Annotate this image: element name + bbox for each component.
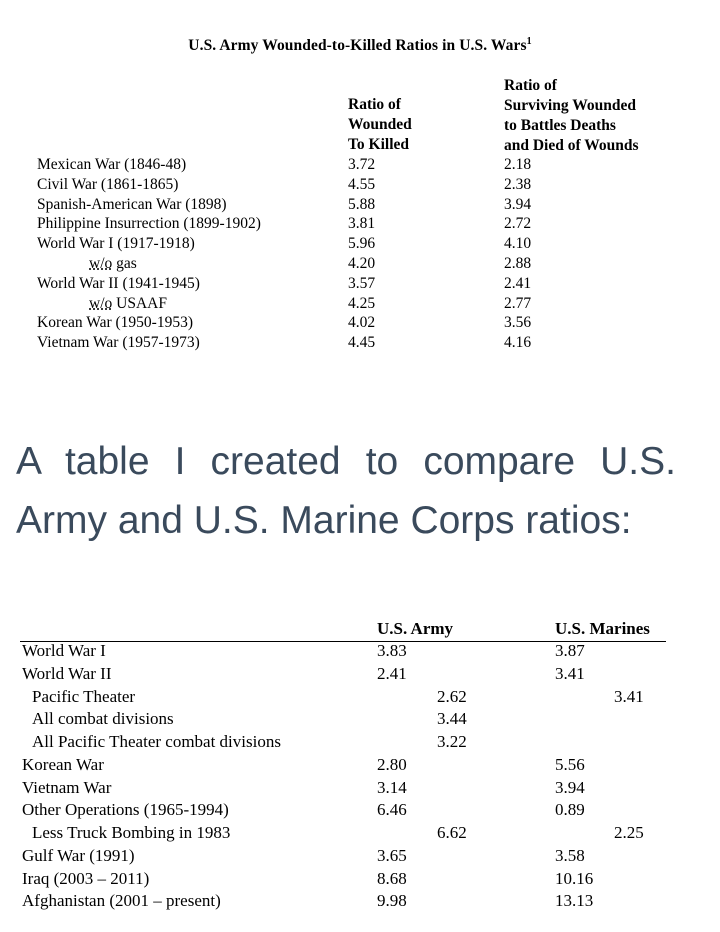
table1-ratio-surviving-wounded: 2.41 <box>504 274 532 292</box>
table1-ratio-wounded-killed: 3.72 <box>348 156 376 173</box>
table2-marines-value: 5.56 <box>555 754 585 774</box>
table1-title: U.S. Army Wounded-to-Killed Ratios in U.S. Wars$^1$ <box>188 36 532 55</box>
table1-ratio-wounded-killed: 3.81 <box>348 215 376 233</box>
table1-ratio-wounded-killed: 4.45 <box>348 334 376 352</box>
table1-ratio-surviving-wounded: 2.38 <box>504 175 532 193</box>
table2-marines-header: U.S. Marines <box>555 619 650 638</box>
table1-ratio-surviving-wounded: 4.16 <box>504 334 532 352</box>
table2-army-value: 2.41 <box>377 663 407 683</box>
table2-row-label: Afghanistan (2001 – present) <box>22 891 221 911</box>
table2-row-label: All combat divisions <box>32 709 174 729</box>
table1-row-label: Vietnam War (1957-1973) <box>37 334 200 352</box>
table1-row-label: w/o gas <box>89 255 137 272</box>
table1-row-label: Civil War (1861-1865) <box>37 175 179 193</box>
table1-ratio-surviving-wounded: 2.77 <box>504 294 532 312</box>
table2-row-label: World War II <box>22 663 112 683</box>
table1-ratio-wounded-killed: 4.20 <box>348 255 376 272</box>
table2-row-label: Korean War <box>22 754 104 774</box>
table1-ratio-surviving-wounded: 2.18 <box>504 156 532 173</box>
table2-marines-value: 3.94 <box>555 777 585 797</box>
footnote-marker: 1 <box>526 36 532 47</box>
table2-marines-value: 13.13 <box>555 891 594 911</box>
table2-row-label: World War I <box>22 641 106 660</box>
table1-ratio-wounded-killed: 5.88 <box>348 195 376 213</box>
table2-army-subvalue: 3.22 <box>437 732 467 751</box>
table2-army-value: 2.80 <box>377 754 407 774</box>
table2-row-label: Pacific Theater <box>32 686 136 706</box>
table2-marines-value: 3.87 <box>555 641 585 660</box>
table2-army-value: 3.14 <box>377 777 407 797</box>
table2-army-value: 9.98 <box>377 891 407 911</box>
table1-row-label-prefix: w/o <box>89 255 113 272</box>
table1-ratio-wounded-killed: 4.55 <box>348 175 376 193</box>
table2-army-value: 8.68 <box>377 868 407 888</box>
table2-row-label: Iraq (2003 – 2011) <box>22 868 150 888</box>
table2-army-header: U.S. Army <box>377 619 454 638</box>
table2-army-value: 6.46 <box>377 800 407 820</box>
table2-army-value: 3.65 <box>377 845 407 865</box>
table2-row-label: Gulf War (1991) <box>22 845 135 865</box>
table1-row-label: World War II (1941-1945) <box>37 274 200 292</box>
table1-row-label: Mexican War (1846-48) <box>37 156 187 173</box>
table1-ratio-surviving-wounded: 3.94 <box>504 195 532 213</box>
table2-row-label: All Pacific Theater combat divisions <box>32 732 281 751</box>
table1-ratio-wounded-killed: 4.02 <box>348 314 376 332</box>
table1-ratio-surviving-wounded: 2.72 <box>504 215 532 233</box>
table2-army-value: 3.83 <box>377 641 407 660</box>
table1-col1-header: Ratio of Wounded To Killed <box>348 96 412 153</box>
table2-army-subvalue: 3.44 <box>437 709 467 729</box>
table2-army-subvalue: 6.62 <box>437 823 467 842</box>
table1-row-label: w/o USAAF <box>89 294 167 312</box>
table2-row-label: Less Truck Bombing in 1983 <box>32 823 231 842</box>
table1-row-label: World War I (1917-1918) <box>37 235 195 253</box>
table1-row-label: Philippine Insurrection (1899-1902) <box>37 215 261 233</box>
table2-marines-subvalue: 2.25 <box>614 823 644 842</box>
table2-marines-value: 3.41 <box>555 663 585 683</box>
table2-row-label: Other Operations (1965-1994) <box>22 800 229 820</box>
table2-marines-value: 0.89 <box>555 800 585 820</box>
table1-row-label: Spanish-American War (1898) <box>37 195 227 213</box>
table1-ratio-wounded-killed: 4.25 <box>348 294 376 312</box>
table1-row-label-prefix: w/o <box>89 294 113 312</box>
table2-marines-value: 3.58 <box>555 845 585 865</box>
caption-text: A table I created to compare U.S. Army and U.S. Marine Corps ratios: <box>16 440 676 542</box>
table1-ratio-surviving-wounded: 2.88 <box>504 255 532 272</box>
table1-col2-header: Ratio of Surviving Wounded to Battles Deaths and Died of Wounds <box>504 77 639 154</box>
table1-ratio-surviving-wounded: 3.56 <box>504 314 532 332</box>
table2-army-subvalue: 2.62 <box>437 686 467 706</box>
table2-row-label: Vietnam War <box>22 777 112 797</box>
table1-ratio-wounded-killed: 5.96 <box>348 235 376 253</box>
table2-marines-subvalue: 3.41 <box>614 686 644 706</box>
table1-ratio-surviving-wounded: 4.10 <box>504 235 532 253</box>
table1-row-label: Korean War (1950-1953) <box>37 314 193 332</box>
table2-marines-value: 10.16 <box>555 868 594 888</box>
table1-ratio-wounded-killed: 3.57 <box>348 274 376 292</box>
